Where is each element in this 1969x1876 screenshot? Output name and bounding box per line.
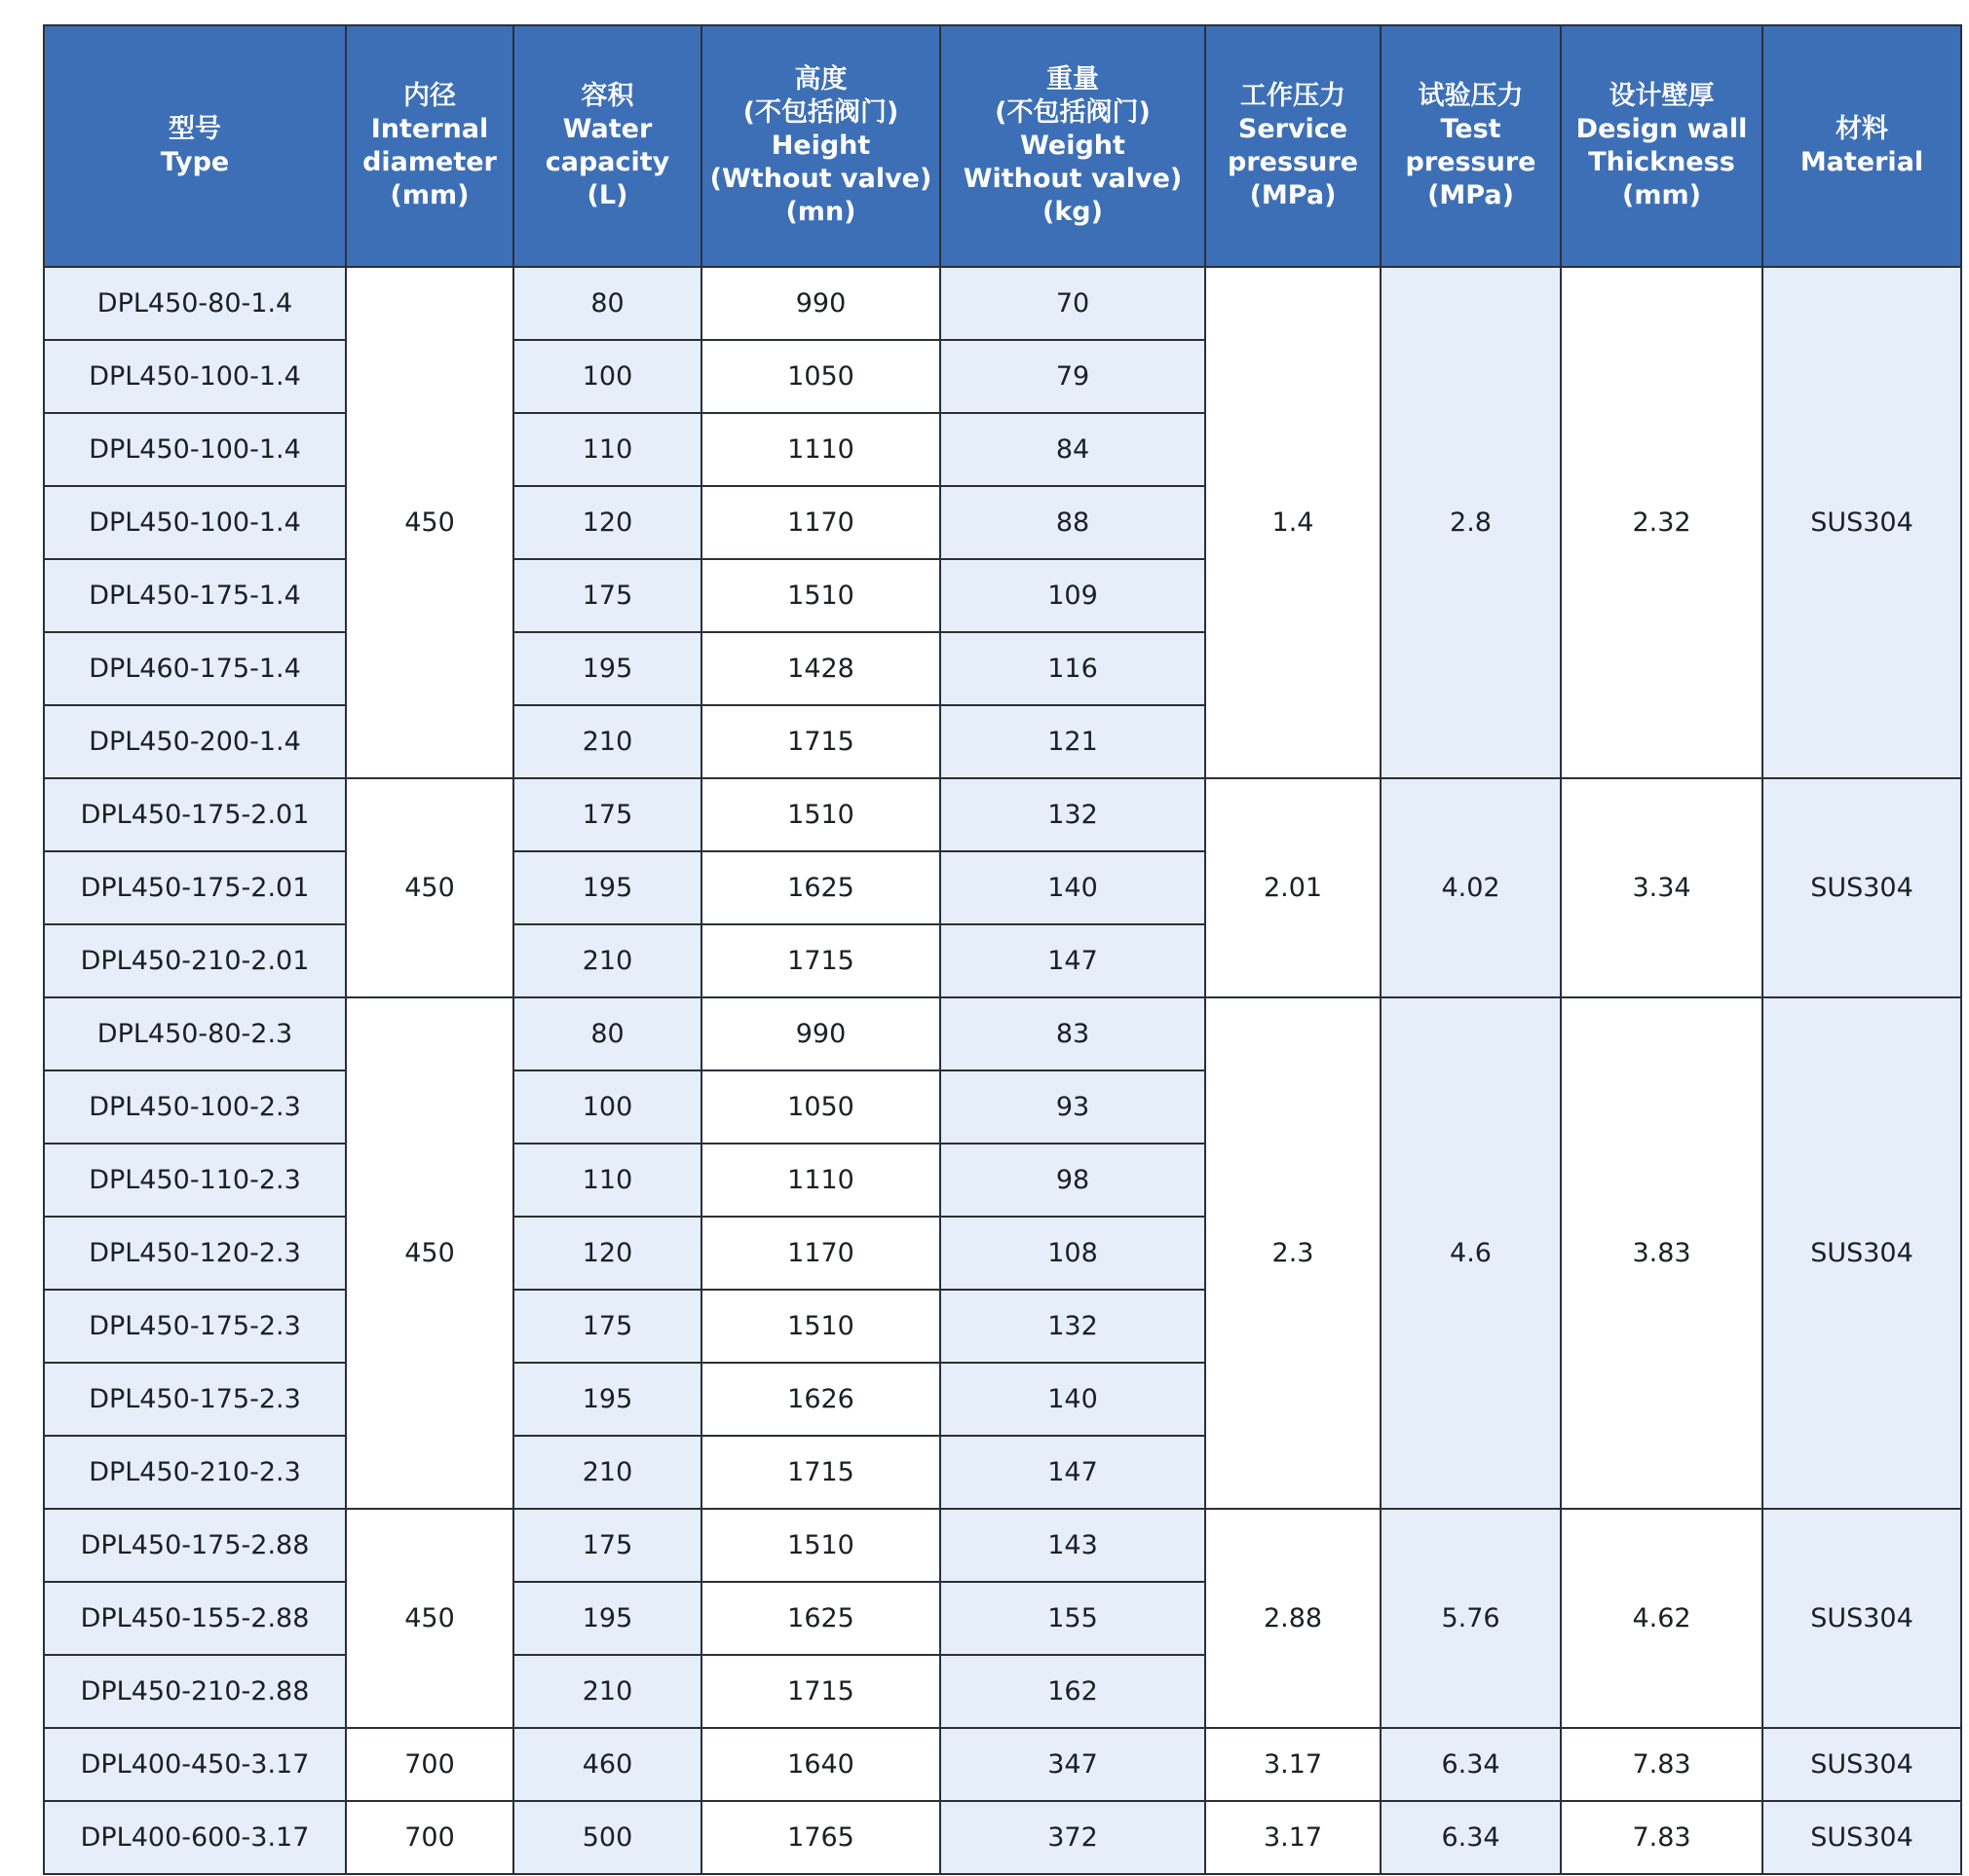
cell-height: 1510	[701, 1290, 940, 1363]
header-label-zh: 型号	[169, 114, 221, 144]
header-label-line: (不包括阀门)	[995, 97, 1151, 128]
cell-internal-diameter: 700	[346, 1728, 513, 1801]
cell-water-capacity: 210	[513, 924, 701, 997]
cell-type: DPL450-100-1.4	[44, 413, 346, 486]
cell-height: 1050	[701, 1070, 940, 1144]
cell-height: 1170	[701, 486, 940, 559]
header-material	[1762, 25, 1961, 267]
header-weight	[940, 25, 1205, 267]
cell-weight: 70	[940, 267, 1205, 340]
header-label-line: Weight	[1020, 131, 1125, 161]
cell-type: DPL400-450-3.17	[44, 1728, 346, 1801]
header-label-line: (kg)	[1042, 197, 1103, 227]
cell-weight: 140	[940, 1363, 1205, 1436]
cell-type: DPL450-175-1.4	[44, 559, 346, 632]
cell-type: DPL450-175-2.01	[44, 851, 346, 924]
table-row	[44, 1509, 1961, 1582]
cell-height: 1625	[701, 851, 940, 924]
cell-type: DPL450-100-2.3	[44, 1070, 346, 1144]
cell-weight: 347	[940, 1728, 1205, 1801]
cell-type: DPL460-175-1.4	[44, 632, 346, 705]
cell-water-capacity: 175	[513, 1509, 701, 1582]
cell-type: DPL450-210-2.88	[44, 1655, 346, 1728]
table-row	[44, 1728, 1961, 1801]
cell-design-wall-thickness: 4.62	[1561, 1509, 1762, 1728]
cell-type: DPL450-175-2.3	[44, 1363, 346, 1436]
header-label-zh: 容积	[581, 81, 634, 111]
header-label-zh: 内径	[403, 81, 456, 111]
cell-height: 1510	[701, 778, 940, 851]
header-label-zh: 工作压力	[1240, 81, 1345, 111]
cell-material: SUS304	[1762, 1801, 1961, 1874]
cell-design-wall-thickness: 2.32	[1561, 267, 1762, 778]
cell-weight: 109	[940, 559, 1205, 632]
cell-water-capacity: 80	[513, 267, 701, 340]
cell-type: DPL450-175-2.88	[44, 1509, 346, 1582]
header-label-zh: 材料	[1836, 114, 1888, 144]
header-label-line: Water	[562, 114, 653, 144]
cell-design-wall-thickness: 3.34	[1561, 778, 1762, 997]
cell-weight: 372	[940, 1801, 1205, 1874]
cell-height: 1640	[701, 1728, 940, 1801]
header-label-line: Design wall	[1575, 114, 1748, 144]
cell-service-pressure: 2.88	[1205, 1509, 1381, 1728]
cell-test-pressure: 6.34	[1381, 1728, 1561, 1801]
cell-internal-diameter: 700	[346, 1801, 513, 1874]
cell-water-capacity: 195	[513, 632, 701, 705]
cell-weight: 140	[940, 851, 1205, 924]
cell-type: DPL450-155-2.88	[44, 1582, 346, 1655]
header-label-line: (mn)	[785, 197, 856, 227]
cell-water-capacity: 100	[513, 340, 701, 413]
cell-test-pressure: 4.6	[1381, 997, 1561, 1509]
cell-height: 990	[701, 997, 940, 1070]
cell-water-capacity: 80	[513, 997, 701, 1070]
cell-type: DPL450-80-1.4	[44, 267, 346, 340]
cell-height: 1715	[701, 1655, 940, 1728]
cell-material: SUS304	[1762, 267, 1961, 778]
header-label-line: (L)	[587, 180, 628, 210]
header-design-wall-thickness	[1561, 25, 1762, 267]
header-label-zh: 高度	[794, 64, 848, 94]
cell-height: 1110	[701, 1144, 940, 1217]
cell-weight: 108	[940, 1217, 1205, 1290]
table-row	[44, 778, 1961, 851]
cell-height: 1510	[701, 559, 940, 632]
cell-water-capacity: 110	[513, 413, 701, 486]
header-internal-diameter	[346, 25, 513, 267]
cell-weight: 143	[940, 1509, 1205, 1582]
cell-weight: 162	[940, 1655, 1205, 1728]
cell-type: DPL450-120-2.3	[44, 1217, 346, 1290]
cell-type: DPL450-175-2.01	[44, 778, 346, 851]
header-label-line: pressure	[1228, 147, 1358, 177]
cell-water-capacity: 500	[513, 1801, 701, 1874]
cell-weight: 93	[940, 1070, 1205, 1144]
header-type	[44, 25, 346, 267]
cell-type: DPL450-80-2.3	[44, 997, 346, 1070]
header-label-line: Type	[160, 147, 230, 177]
cell-type: DPL450-100-1.4	[44, 340, 346, 413]
cell-internal-diameter: 450	[346, 778, 513, 997]
cell-test-pressure: 6.34	[1381, 1801, 1561, 1874]
header-label-line: (mm)	[1622, 180, 1701, 210]
cell-weight: 132	[940, 1290, 1205, 1363]
header-height	[701, 25, 940, 267]
header-label-line: (Wthout valve)	[709, 164, 932, 194]
header-label-line: Height	[771, 131, 871, 161]
cell-water-capacity: 175	[513, 778, 701, 851]
table-row	[44, 997, 1961, 1070]
cell-height: 1715	[701, 1436, 940, 1509]
cell-test-pressure: 5.76	[1381, 1509, 1561, 1728]
spec-table-container	[43, 24, 1960, 1875]
cell-service-pressure: 3.17	[1205, 1728, 1381, 1801]
cell-type: DPL450-175-2.3	[44, 1290, 346, 1363]
cell-water-capacity: 195	[513, 851, 701, 924]
header-service-pressure	[1205, 25, 1381, 267]
cell-height: 1110	[701, 413, 940, 486]
header-label-line: Material	[1799, 147, 1924, 177]
cell-water-capacity: 120	[513, 1217, 701, 1290]
cell-height: 1626	[701, 1363, 940, 1436]
header-label-zh: 试验压力	[1418, 81, 1524, 111]
cell-water-capacity: 460	[513, 1728, 701, 1801]
header-test-pressure	[1381, 25, 1561, 267]
cell-test-pressure: 4.02	[1381, 778, 1561, 997]
cell-weight: 147	[940, 1436, 1205, 1509]
header-label-line: Without valve)	[963, 164, 1183, 194]
cell-type: DPL450-210-2.01	[44, 924, 346, 997]
cell-design-wall-thickness: 3.83	[1561, 997, 1762, 1509]
cell-water-capacity: 210	[513, 705, 701, 778]
cell-weight: 116	[940, 632, 1205, 705]
cell-weight: 83	[940, 997, 1205, 1070]
cell-service-pressure: 2.01	[1205, 778, 1381, 997]
cell-water-capacity: 195	[513, 1582, 701, 1655]
header-label-line: (不包括阀门)	[742, 97, 899, 128]
spec-table	[43, 24, 1962, 1875]
cell-type: DPL450-210-2.3	[44, 1436, 346, 1509]
cell-height: 1050	[701, 340, 940, 413]
cell-water-capacity: 175	[513, 559, 701, 632]
cell-type: DPL400-600-3.17	[44, 1801, 346, 1874]
cell-design-wall-thickness: 7.83	[1561, 1728, 1762, 1801]
cell-weight: 147	[940, 924, 1205, 997]
cell-service-pressure: 1.4	[1205, 267, 1381, 778]
cell-weight: 155	[940, 1582, 1205, 1655]
header-label-line: Service	[1237, 114, 1348, 144]
cell-material: SUS304	[1762, 1728, 1961, 1801]
cell-water-capacity: 210	[513, 1655, 701, 1728]
table-body	[44, 267, 1961, 1874]
cell-height: 1170	[701, 1217, 940, 1290]
cell-internal-diameter: 450	[346, 267, 513, 778]
header-label-line: Test	[1440, 114, 1501, 144]
header-label-line: (mm)	[390, 180, 470, 210]
header-label-line: Internal	[370, 114, 489, 144]
table-header	[44, 25, 1961, 267]
cell-material: SUS304	[1762, 997, 1961, 1509]
cell-height: 1765	[701, 1801, 940, 1874]
table-row	[44, 267, 1961, 340]
cell-height: 1510	[701, 1509, 940, 1582]
cell-test-pressure: 2.8	[1381, 267, 1561, 778]
cell-water-capacity: 120	[513, 486, 701, 559]
cell-weight: 98	[940, 1144, 1205, 1217]
cell-weight: 84	[940, 413, 1205, 486]
cell-internal-diameter: 450	[346, 1509, 513, 1728]
cell-material: SUS304	[1762, 1509, 1961, 1728]
cell-type: DPL450-100-1.4	[44, 486, 346, 559]
cell-weight: 132	[940, 778, 1205, 851]
cell-type: DPL450-200-1.4	[44, 705, 346, 778]
cell-height: 990	[701, 267, 940, 340]
table-row	[44, 1801, 1961, 1874]
cell-material: SUS304	[1762, 778, 1961, 997]
cell-water-capacity: 175	[513, 1290, 701, 1363]
cell-water-capacity: 100	[513, 1070, 701, 1144]
header-label-line: Thickness	[1588, 147, 1735, 177]
cell-height: 1428	[701, 632, 940, 705]
cell-service-pressure: 2.3	[1205, 997, 1381, 1509]
cell-water-capacity: 195	[513, 1363, 701, 1436]
cell-weight: 88	[940, 486, 1205, 559]
header-label-line: diameter	[362, 147, 497, 177]
cell-height: 1625	[701, 1582, 940, 1655]
cell-water-capacity: 110	[513, 1144, 701, 1217]
cell-weight: 79	[940, 340, 1205, 413]
cell-internal-diameter: 450	[346, 997, 513, 1509]
header-label-line: (MPa)	[1249, 180, 1337, 210]
cell-service-pressure: 3.17	[1205, 1801, 1381, 1874]
header-water-capacity	[513, 25, 701, 267]
cell-type: DPL450-110-2.3	[44, 1144, 346, 1217]
header-label-line: capacity	[545, 147, 670, 177]
cell-design-wall-thickness: 7.83	[1561, 1801, 1762, 1874]
cell-water-capacity: 210	[513, 1436, 701, 1509]
cell-weight: 121	[940, 705, 1205, 778]
header-row	[44, 25, 1961, 267]
cell-height: 1715	[701, 705, 940, 778]
header-label-line: pressure	[1405, 147, 1536, 177]
cell-height: 1715	[701, 924, 940, 997]
header-label-line: (MPa)	[1427, 180, 1514, 210]
header-label-zh: 重量	[1046, 64, 1099, 94]
header-label-zh: 设计壁厚	[1609, 81, 1715, 111]
